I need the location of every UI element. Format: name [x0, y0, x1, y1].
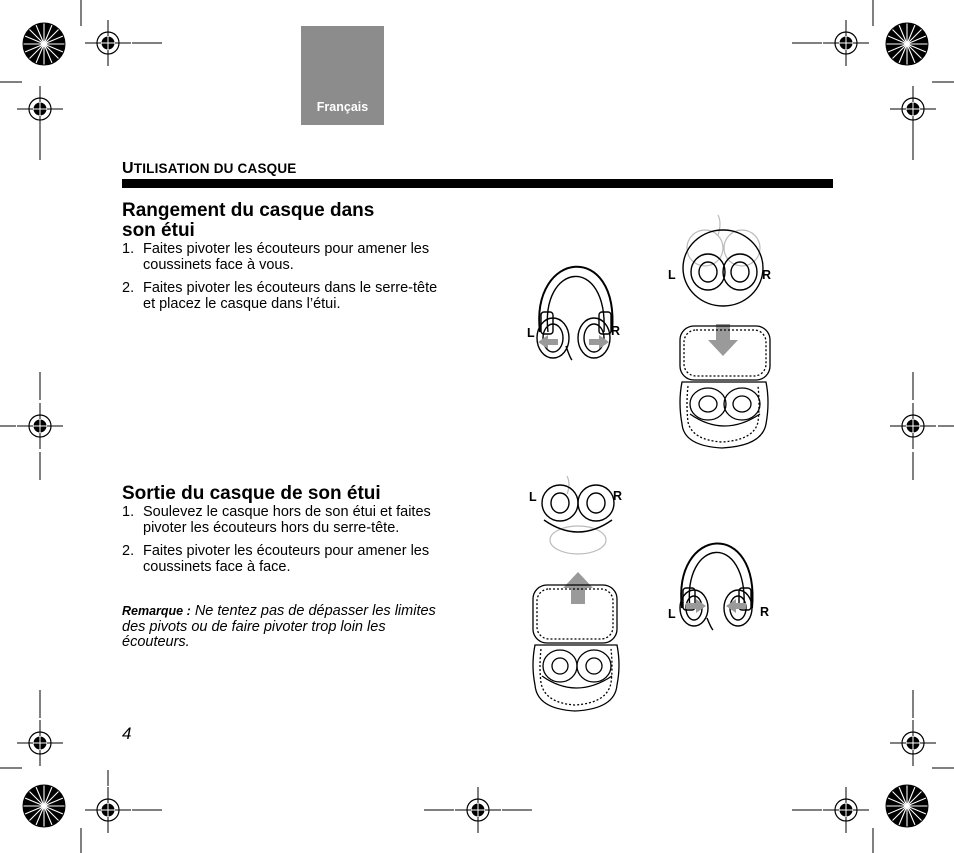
right-label: R [611, 324, 621, 338]
note-label: Remarque : [122, 604, 191, 618]
language-tab-label: Français [316, 100, 369, 114]
left-label: L [668, 268, 676, 282]
list-item: 1. Faites pivoter les écouteurs pour amener les coussinets face à vous. [122, 241, 430, 273]
storing-title-line1: Rangement du casque dans [122, 200, 375, 221]
left-label: L [668, 607, 676, 621]
removing-title: Sortie du casque de son étui [122, 483, 381, 504]
list-item: 2. Faites pivoter les écouteurs dans le serre-tête et placez le casque dans l’étui. [122, 280, 438, 312]
page-number: 4 [122, 724, 132, 743]
left-label: L [529, 490, 537, 504]
list-item: 2. Faites pivoter les écouteurs pour amener les coussinets face à face. [122, 543, 430, 575]
right-label: R [760, 605, 770, 619]
list-item: 1. Soulevez le casque hors de son étui et faites pivoter les écouteurs hors du serre-tête. [122, 504, 431, 536]
left-label: L [527, 326, 535, 340]
section-header-rest: TILISATION DU CASQUE [133, 161, 297, 176]
section-header-initial: U [122, 160, 134, 177]
storing-title-line2: son étui [122, 220, 195, 241]
right-label: R [613, 489, 623, 503]
right-label: R [762, 268, 772, 282]
note: Remarque : Ne tentez pas de dépasser les limites des pivots ou de faire pivoter trop loin les écouteurs. [122, 603, 436, 650]
